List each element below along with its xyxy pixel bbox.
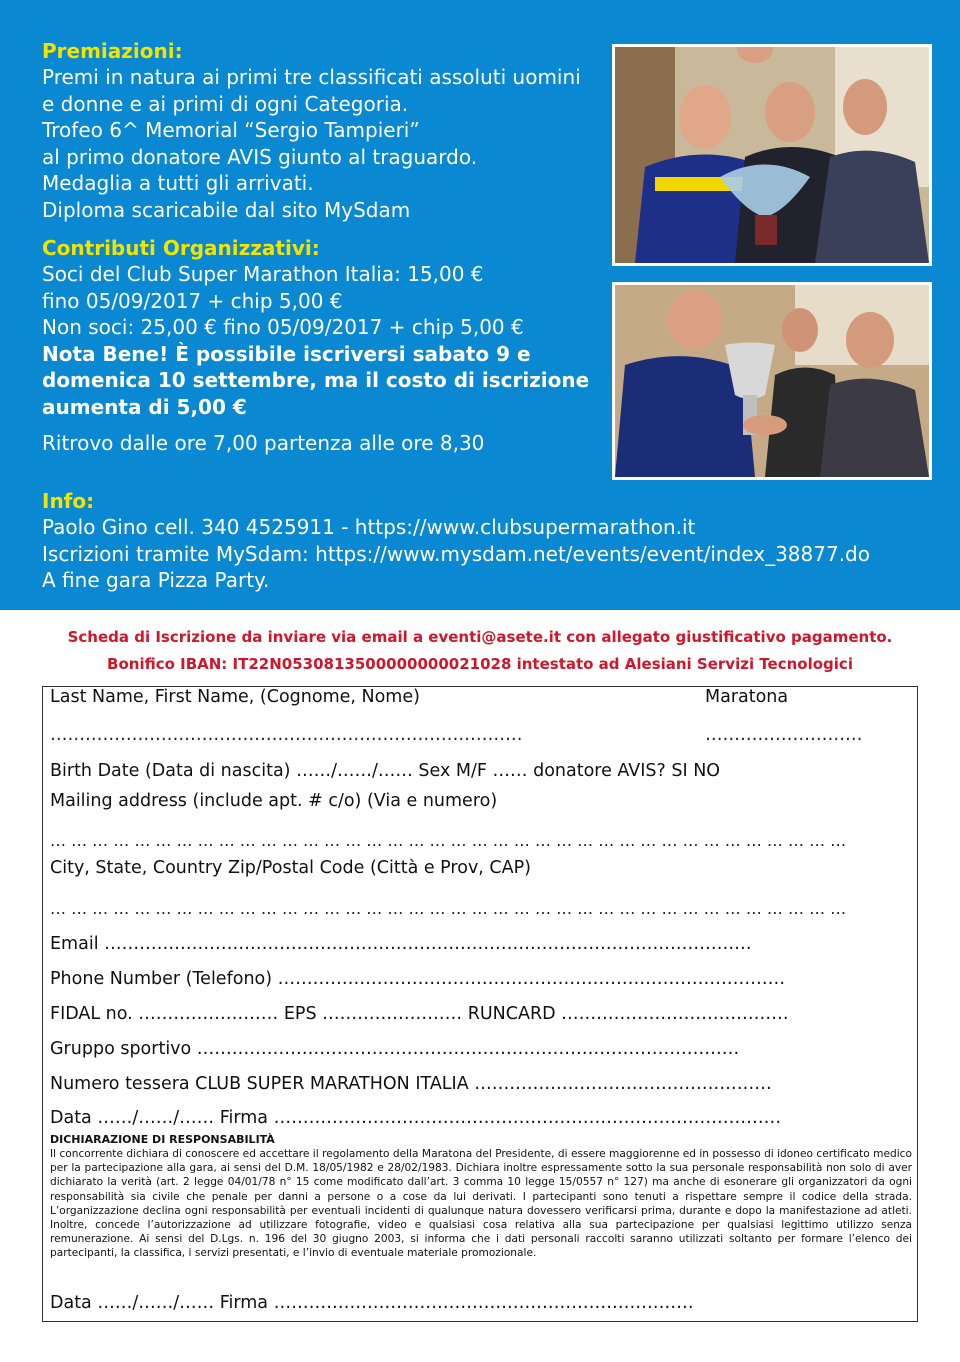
nota-bene-line: domenica 10 settembre, ma il costo di iscrizione	[42, 368, 590, 392]
contributi-line: Non soci: 25,00 € fino 05/09/2017 + chip 5,00 €	[42, 315, 524, 339]
declaration-title: DICHIARAZIONE DI RESPONSABILITÀ	[50, 1133, 275, 1146]
birth-date-field[interactable]: Birth Date (Data di nascita) ……/……/…… Sex M/F …… donatore AVIS? SI NO	[50, 761, 721, 781]
date-signature-field-final[interactable]: Data ……/……/…… Firma ………………………………………………………………	[50, 1293, 694, 1313]
city-field[interactable]: … … … … … … … … … … … … … … … … … … … … … … … … … … … … … … … … … … … … … …	[50, 899, 847, 918]
declaration-text: Il concorrente dichiara di conoscere ed accettare il regolamento della Maratona del Presidente, di essere maggiorenne ed in possesso di idoneo certificato medico per la partecipazione alla gara, ai sensi del D.M. 18/05/1982 e 28/02/1983. Dichiara inoltre espressamente sotto la sua personale responsabilità non solo di aver dichiarato la verità (art. 2 legge 04/01/78 n° 15 come modificato dall’art. 3 comma 10 legge 15/0557 n° 127) ma anche di esonerare gli organizzatori da ogni responsabilità sia civile che penale per danni a persone o a cose da lui derivati. I partecipanti sono tenuti a rispettare sempre il codice della strada. L’organizzazione declina ogni responsabilità per eventuali incidenti di qualunque natura dovessero verificarsi prima, durante e dopo la manifestazione ad atleti. Inoltre, concede l’autorizzazione ad utilizzare fotografie, video e qualsiasi cosa relativa alla sua partecipazione per qualsiasi legittimo utilizzo senza remunerazione. Ai sensi del D.Lgs. n. 196 del 30 giugno 2003, si informa che i dati personali raccolti saranno utilizzati soltanto per formare l’elenco dei partecipanti, la classifica, i servizi presentati, e l’invio di eventuale materiale promozionale.	[50, 1148, 912, 1260]
info-line: A fine gara Pizza Party.	[42, 568, 270, 592]
gruppo-sportivo-field[interactable]: Gruppo sportivo …………………………………………………………………………………	[50, 1039, 740, 1059]
mailing-field[interactable]: … … … … … … … … … … … … … … … … … … … … … … … … … … … … … … … … … … … … … …	[50, 831, 847, 850]
nota-bene-line: Nota Bene! È possibile iscriversi sabato 9 e	[42, 341, 531, 366]
info-section	[42, 488, 942, 594]
info-title: Info:	[42, 489, 95, 513]
info-panel	[0, 0, 960, 610]
contributi-title: Contributi Organizzativi:	[42, 236, 320, 260]
info-line: Iscrizioni tramite MySdam: https://www.mysdam.net/events/event/index_38877.do	[42, 541, 870, 566]
name-label: Last Name, First Name, (Cognome, Nome)	[50, 687, 420, 707]
city-label: City, State, Country Zip/Postal Code (Città e Prov, CAP)	[50, 858, 532, 878]
premiazioni-line: Premi in natura ai primi tre classificati assoluti uomini	[42, 65, 581, 89]
info-line: Paolo Gino cell. 340 4525911 - https://www.clubsupermarathon.it	[42, 515, 696, 539]
premiazioni-line: Trofeo 6^ Memorial “Sergio Tampieri”	[42, 118, 420, 142]
premiazioni-line: al primo donatore AVIS giunto al traguardo.	[42, 144, 478, 169]
notice-iban-line: Bonifico IBAN: IT22N0530813500000000021028 intestato ad Alesiani Servizi Tecnologici	[107, 655, 853, 673]
maratona-field[interactable]: ………………………	[705, 725, 863, 745]
premiazioni-line: e donne e ai primi di ogni Categoria.	[42, 91, 409, 116]
phone-field[interactable]: Phone Number (Telefono) ……………………………………………………………………………	[50, 969, 786, 989]
award-photo-top	[612, 44, 932, 266]
premiazioni-title: Premiazioni:	[42, 39, 183, 63]
name-field[interactable]: ………………………………………………………………………	[50, 725, 523, 745]
award-photo-bottom	[612, 282, 932, 480]
award-photo-top-image	[615, 47, 929, 263]
contributi-line: Soci del Club Super Marathon Italia: 15,00 €	[42, 262, 484, 286]
mailing-label: Mailing address (include apt. # c/o) (Via e numero)	[50, 791, 498, 811]
premiazioni-line: Diploma scaricabile dal sito MySdam	[42, 197, 411, 222]
tessera-field[interactable]: Numero tessera CLUB SUPER MARATHON ITALIA ……………………………………………	[50, 1074, 772, 1094]
nota-bene-line: aumenta di 5,00 €	[42, 394, 247, 419]
registration-notice	[0, 624, 960, 678]
date-signature-field[interactable]: Data ……/……/…… Firma ……………………………………………………………………………	[50, 1108, 782, 1128]
award-photo-bottom-image	[615, 285, 929, 477]
premiazioni-line: Medaglia a tutti gli arrivati.	[42, 171, 314, 195]
notice-email-line: Scheda di Iscrizione da inviare via email a eventi@asete.it con allegato giustificativo pagamento.	[67, 628, 893, 646]
fidal-eps-runcard-field[interactable]: FIDAL no. …………………… EPS …………………… RUNCARD …………………………………	[50, 1004, 789, 1024]
contributi-line: fino 05/09/2017 + chip 5,00 €	[42, 288, 343, 313]
registration-form	[42, 686, 918, 1322]
maratona-label: Maratona	[705, 687, 789, 707]
ritrovo-line: Ritrovo dalle ore 7,00 partenza alle ore 8,30	[42, 431, 485, 455]
info-text-column	[42, 38, 602, 457]
email-field[interactable]: Email …………………………………………………………………………………………………	[50, 934, 752, 954]
